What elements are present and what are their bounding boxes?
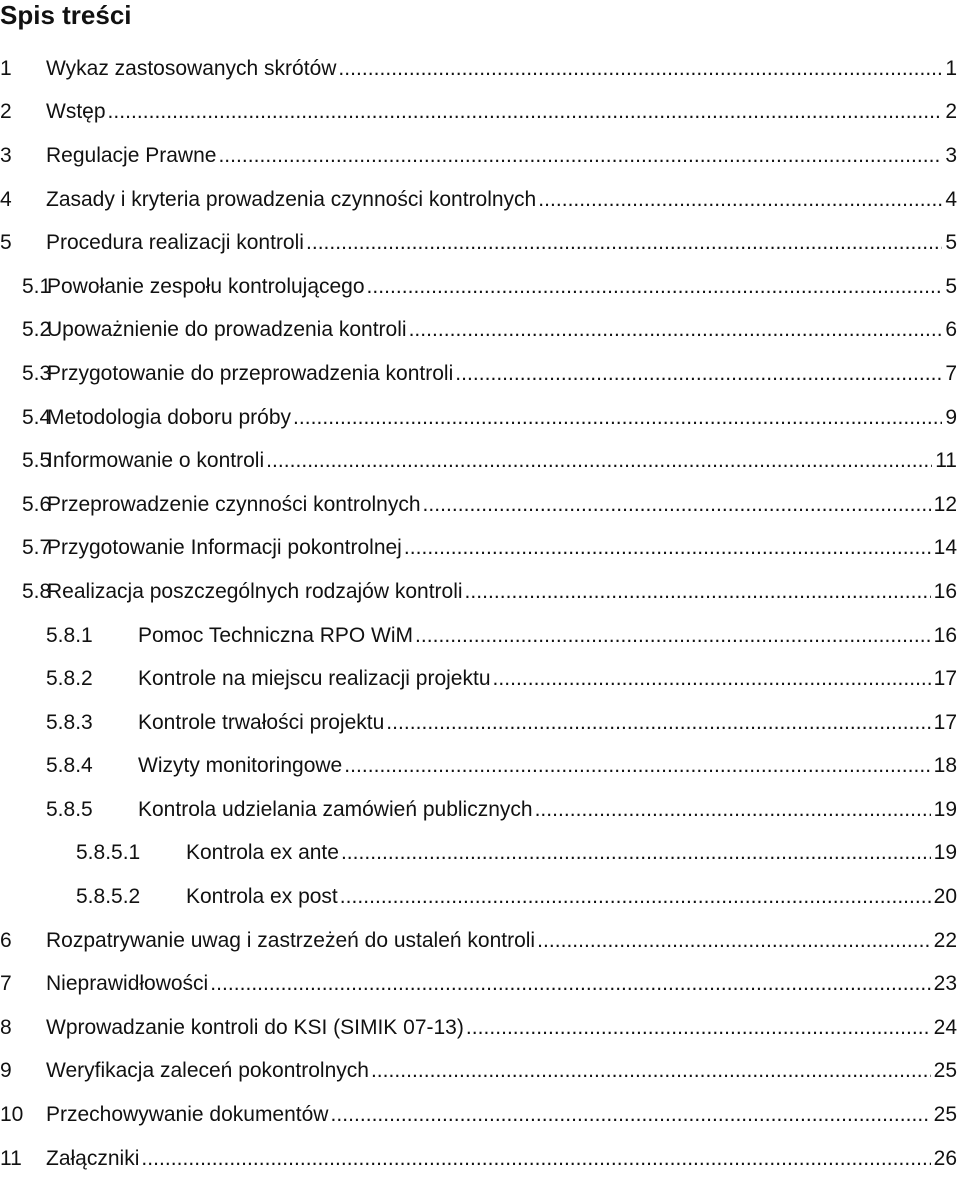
toc-entry-number: 1 xyxy=(0,56,12,80)
toc-entry-title: Kontrole na miejscu realizacji projektu xyxy=(138,667,491,691)
toc-entry-title: Realizacja poszczególnych rodzajów kontroli xyxy=(47,579,463,603)
toc-dot-leader xyxy=(141,1147,930,1171)
toc-entry[interactable] xyxy=(0,1006,960,1050)
toc-dot-leader xyxy=(538,188,942,212)
toc-dot-leader xyxy=(386,711,930,735)
toc-entry[interactable] xyxy=(0,701,960,745)
toc-entry-number: 5.8 xyxy=(22,579,52,603)
toc-entry-page-number: 3 xyxy=(945,143,957,167)
toc-entry-title: Przeprowadzenie czynności kontrolnych xyxy=(47,492,421,516)
toc-dot-leader xyxy=(341,841,931,865)
toc-entry-title: Zasady i kryteria prowadzenia czynności kontrolnych xyxy=(46,187,537,211)
toc-entry[interactable] xyxy=(0,91,960,135)
toc-entry-number: 5.3 xyxy=(22,361,52,385)
toc-dot-leader xyxy=(340,885,931,909)
toc-entry-page-number: 11 xyxy=(935,449,957,473)
toc-entry-title: Nieprawidłowości xyxy=(46,972,209,996)
toc-entry[interactable] xyxy=(0,47,960,91)
toc-entry-page-number: 17 xyxy=(933,710,957,734)
toc-entry-number: 5.8.4 xyxy=(46,754,93,778)
toc-entry-title: Załączniki xyxy=(46,1146,140,1170)
toc-dot-leader xyxy=(371,1059,931,1083)
toc-entry-title: Przygotowanie Informacji pokontrolnej xyxy=(47,536,402,560)
toc-entry-number: 5.8.5.1 xyxy=(76,841,141,865)
toc-entry-number: 6 xyxy=(0,928,12,952)
toc-entry-number: 5.4 xyxy=(22,405,52,429)
toc-dot-leader xyxy=(367,275,943,299)
toc-entry-page-number: 17 xyxy=(933,667,957,691)
toc-entry-page-number: 26 xyxy=(933,1146,957,1170)
toc-entry[interactable] xyxy=(0,134,960,178)
toc-entry[interactable] xyxy=(0,352,960,396)
toc-entry-page-number: 18 xyxy=(933,754,957,778)
toc-entry-number: 11 xyxy=(0,1146,22,1170)
toc-entry-page-number: 12 xyxy=(933,492,957,516)
toc-entry-page-number: 19 xyxy=(933,841,957,865)
toc-dot-leader xyxy=(465,580,931,604)
toc-dot-leader xyxy=(306,231,942,255)
toc-list xyxy=(0,47,960,1180)
toc-entry-page-number: 6 xyxy=(945,318,957,342)
toc-entry-title: Przechowywanie dokumentów xyxy=(46,1103,329,1127)
toc-entry-number: 8 xyxy=(0,1015,12,1039)
toc-dot-leader xyxy=(404,536,931,560)
toc-entry-page-number: 19 xyxy=(933,797,957,821)
toc-entry-page-number: 25 xyxy=(933,1059,957,1083)
toc-entry[interactable] xyxy=(0,178,960,222)
toc-entry-page-number: 7 xyxy=(945,361,957,385)
toc-entry[interactable] xyxy=(0,919,960,963)
toc-dot-leader xyxy=(338,57,942,81)
toc-entry-title: Kontrole trwałości projektu xyxy=(138,710,385,734)
toc-entry-page-number: 23 xyxy=(933,972,957,996)
toc-entry-number: 7 xyxy=(0,972,12,996)
toc-entry-title: Procedura realizacji kontroli xyxy=(46,231,304,255)
toc-entry-number: 5.8.2 xyxy=(46,667,93,691)
toc-entry[interactable] xyxy=(0,1093,960,1137)
toc-entry[interactable] xyxy=(0,396,960,440)
toc-entry-number: 5 xyxy=(0,231,12,255)
toc-entry-number: 5.8.5 xyxy=(46,797,93,821)
toc-dot-leader xyxy=(266,449,932,473)
toc-entry-page-number: 24 xyxy=(933,1015,957,1039)
toc-entry[interactable] xyxy=(0,309,960,353)
toc-entry-page-number: 22 xyxy=(933,928,957,952)
toc-entry-page-number: 14 xyxy=(933,536,957,560)
toc-dot-leader xyxy=(535,798,931,822)
toc-entry[interactable] xyxy=(0,570,960,614)
toc-entry[interactable] xyxy=(0,483,960,527)
toc-entry-number: 3 xyxy=(0,143,12,167)
toc-entry-page-number: 1 xyxy=(945,56,957,80)
toc-entry-number: 5.1 xyxy=(22,274,52,298)
toc-entry-page-number: 25 xyxy=(933,1103,957,1127)
toc-entry-title: Wykaz zastosowanych skrótów xyxy=(46,56,337,80)
toc-entry-page-number: 9 xyxy=(945,405,957,429)
toc-dot-leader xyxy=(218,144,942,168)
toc-entry-number: 2 xyxy=(0,100,12,124)
toc-entry-page-number: 2 xyxy=(945,100,957,124)
toc-entry[interactable] xyxy=(0,439,960,483)
toc-title: Spis treści xyxy=(0,0,132,30)
toc-entry[interactable] xyxy=(0,788,960,832)
toc-entry[interactable] xyxy=(0,221,960,265)
toc-entry-number: 5.8.1 xyxy=(46,623,93,647)
toc-entry-title: Kontrola udzielania zamówień publicznych xyxy=(138,797,533,821)
toc-entry-number: 5.2 xyxy=(22,318,52,342)
toc-entry[interactable] xyxy=(0,614,960,658)
toc-entry-title: Przygotowanie do przeprowadzenia kontroli xyxy=(47,361,454,385)
toc-entry-page-number: 16 xyxy=(933,579,957,603)
toc-entry-title: Metodologia doboru próby xyxy=(47,405,292,429)
toc-dot-leader xyxy=(108,100,943,124)
toc-entry-number: 10 xyxy=(0,1103,24,1127)
toc-entry[interactable] xyxy=(0,1137,960,1180)
toc-entry[interactable] xyxy=(0,745,960,789)
toc-entry-number: 5.5 xyxy=(22,449,52,473)
toc-entry-page-number: 4 xyxy=(945,187,957,211)
toc-entry[interactable] xyxy=(0,265,960,309)
toc-entry-title: Pomoc Techniczna RPO WiM xyxy=(138,623,414,647)
toc-entry-title: Powołanie zespołu kontrolującego xyxy=(47,274,365,298)
toc-entry-title: Weryfikacja zaleceń pokontrolnych xyxy=(46,1059,369,1083)
toc-dot-leader xyxy=(466,1016,931,1040)
toc-entry-title: Wizyty monitoringowe xyxy=(138,754,343,778)
toc-entry-title: Regulacje Prawne xyxy=(46,143,217,167)
toc-entry[interactable] xyxy=(0,657,960,701)
toc-entry[interactable] xyxy=(0,832,960,876)
toc-dot-leader xyxy=(537,929,931,953)
toc-entry-number: 5.8.5.2 xyxy=(76,885,141,909)
toc-entry-title: Upoważnienie do prowadzenia kontroli xyxy=(47,318,407,342)
toc-entry-number: 5.7 xyxy=(22,536,52,560)
toc-entry[interactable] xyxy=(0,1050,960,1094)
toc-entry-title: Kontrola ex post xyxy=(186,885,338,909)
toc-entry[interactable] xyxy=(0,962,960,1006)
toc-entry-number: 5.8.3 xyxy=(46,710,93,734)
toc-dot-leader xyxy=(415,624,931,648)
toc-entry-title: Wprowadzanie kontroli do KSI (SIMIK 07-13) xyxy=(46,1015,464,1039)
toc-entry-page-number: 16 xyxy=(933,623,957,647)
toc-dot-leader xyxy=(493,667,931,691)
toc-entry-page-number: 5 xyxy=(945,231,957,255)
toc-entry[interactable] xyxy=(0,527,960,571)
toc-entry-title: Wstęp xyxy=(46,100,106,124)
toc-dot-leader xyxy=(293,406,942,430)
toc-entry-number: 9 xyxy=(0,1059,12,1083)
toc-entry-title: Informowanie o kontroli xyxy=(47,449,265,473)
toc-dot-leader xyxy=(210,972,930,996)
toc-dot-leader xyxy=(409,318,943,342)
toc-entry-title: Rozpatrywanie uwag i zastrzeżeń do ustaleń kontroli xyxy=(46,928,536,952)
toc-entry-title: Kontrola ex ante xyxy=(186,841,339,865)
toc-dot-leader xyxy=(455,362,942,386)
toc-entry-number: 5.6 xyxy=(22,492,52,516)
toc-entry-page-number: 5 xyxy=(945,274,957,298)
toc-entry-page-number: 20 xyxy=(933,885,957,909)
toc-entry[interactable] xyxy=(0,875,960,919)
toc-dot-leader xyxy=(330,1103,930,1127)
toc-dot-leader xyxy=(423,493,931,517)
toc-entry-number: 4 xyxy=(0,187,12,211)
toc-dot-leader xyxy=(344,754,930,778)
